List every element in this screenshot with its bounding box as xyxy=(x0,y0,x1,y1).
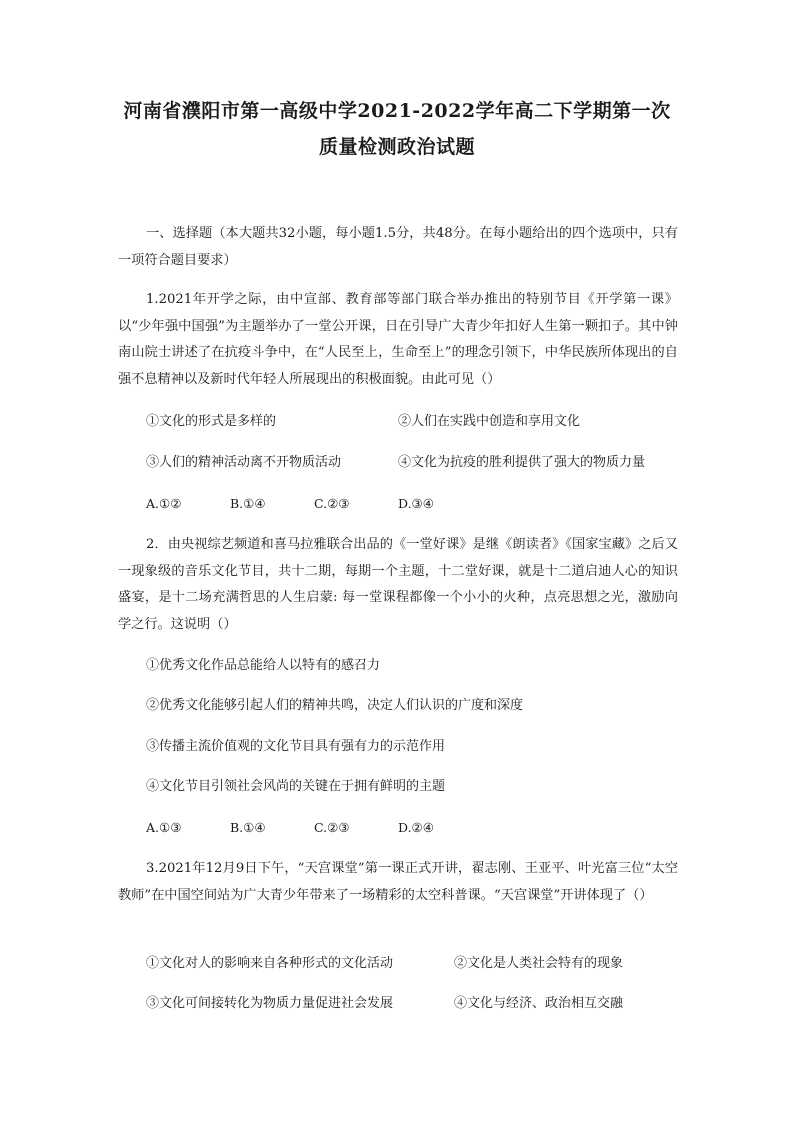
section-heading: 一、选择题（本大题共32小题，每小题1.5分，共48分。在每小题给出的四个选项中，只有一项符合题目要求） xyxy=(118,226,678,268)
question-1-option-1: ①文化的形式是多样的 xyxy=(146,414,277,429)
question-1-option-4: ④文化为抗疫的胜利提供了强大的物质力量 xyxy=(398,455,646,470)
question-1-option-3: ③人们的精神活动离不开物质活动 xyxy=(146,455,342,470)
document-title-line1: 河南省濮阳市第一高级中学2021-2022学年高二下学期第一次 xyxy=(123,100,671,122)
question-1-answer-b: B.①④ xyxy=(230,496,266,511)
question-2-option-2: ②优秀文化能够引起人们的精神共鸣，决定人们认识的广度和深度 xyxy=(146,698,524,713)
question-1-stem: 1.2021年开学之际，由中宣部、教育部等部门联合举办推出的特别节目《开学第一课》以“少年强中国强”为主题举办了一堂公开课，日在引导广大青少年扣好人生第一颗扣子。其中钟南山院士讲述了在抗疫斗争中，在“人民至上，生命至上”的理念引领下，中华民族所体现出的自强不息精神以及新时代年轻人所展现出的积极面貌。由此可见（） xyxy=(118,292,678,387)
question-3-option-3: ③文化可间接转化为物质力量促进社会发展 xyxy=(146,996,394,1011)
question-3-option-4: ④文化与经济、政治相互交融 xyxy=(454,996,624,1011)
question-2-stem: 2．由央视综艺频道和喜马拉雅联合出品的《一堂好课》是继《朗读者》《国家宝藏》之后又一现象级的音乐文化节目，共十二期，每期一个主题，十二堂好课，就是十二道启迪人心的知识盛宴，是十二场充满哲思的人生启蒙: 每一堂课程都像一个小小的火种，点亮思想之光，激励向学之行。这说明（） xyxy=(118,537,678,632)
question-3-option-1: ①文化对人的影响来自各种形式的文化活动 xyxy=(146,956,394,971)
question-1-answer-d: D.③④ xyxy=(398,496,434,511)
question-2-option-3: ③传播主流价值观的文化节目具有强有力的示范作用 xyxy=(146,739,446,754)
question-2-option-1: ①优秀文化作品总能给人以特有的感召力 xyxy=(146,658,381,673)
question-2-option-4: ④文化节目引领社会风尚的关键在于拥有鲜明的主题 xyxy=(146,779,446,794)
question-3-option-2: ②文化是人类社会特有的现象 xyxy=(454,956,624,971)
question-3-stem: 3.2021年12月9日下午，“天宫课堂”第一课正式开讲，翟志刚、王亚平、叶光富三位“太空教师”在中国空间站为广大青少年带来了一场精彩的太空科普课。“天宫课堂”开讲体现了（） xyxy=(118,861,678,903)
document-title-line2: 质量检测政治试题 xyxy=(318,136,475,158)
question-1-answer-c: C.②③ xyxy=(314,496,350,511)
question-2-answer-a: A.①③ xyxy=(146,820,182,835)
question-2-answer-b: B.①④ xyxy=(230,820,266,835)
question-1-option-2: ②人们在实践中创造和享用文化 xyxy=(398,414,581,429)
question-1-answer-a: A.①② xyxy=(146,496,182,511)
question-2-answer-d: D.②④ xyxy=(398,820,434,835)
question-2-answer-c: C.②③ xyxy=(314,820,350,835)
